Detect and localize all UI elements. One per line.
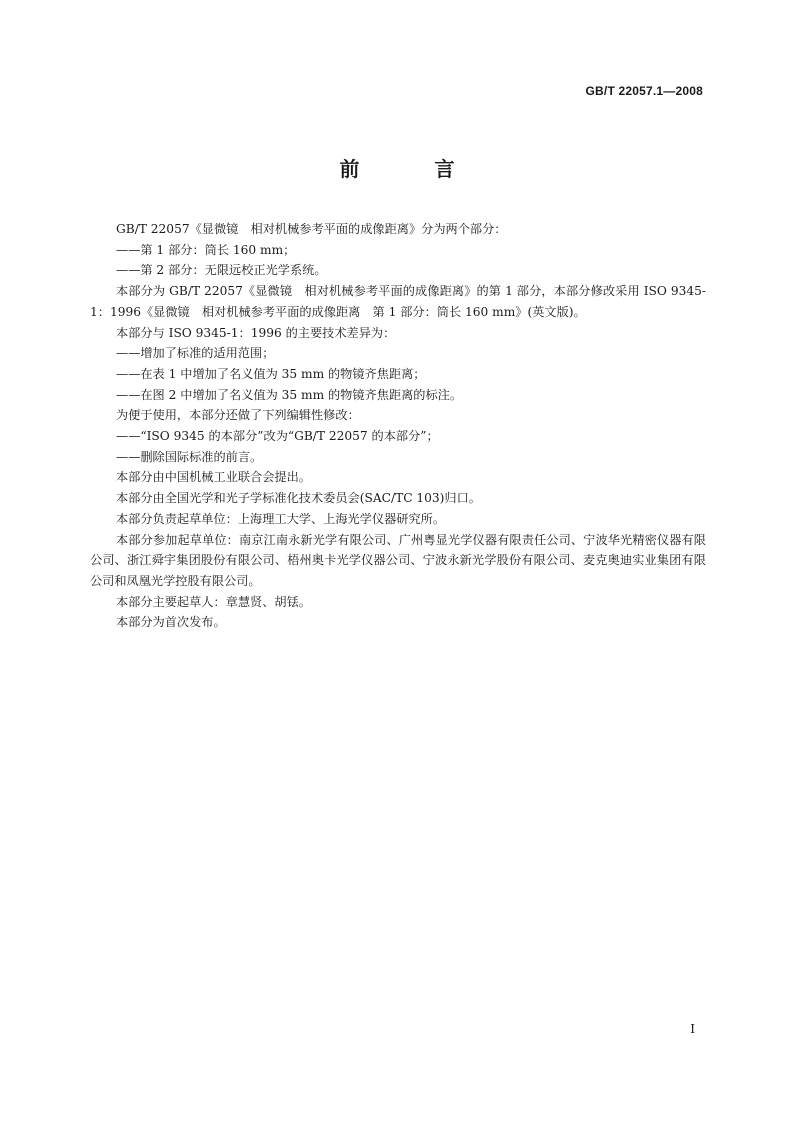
- list-item: ——在表 1 中增加了名义值为 35 mm 的物镜齐焦距离；: [116, 366, 426, 381]
- list-item: ——第 1 部分：筒长 160 mm；: [116, 242, 296, 257]
- paragraph: 本部分负责起草单位：上海理工大学、上海光学仪器研究所。: [116, 511, 446, 526]
- list-item: ——“ISO 9345 的本部分”改为“GB/T 22057 的本部分”；: [116, 429, 439, 444]
- list-item: ——第 2 部分：无限远校正光学系统。: [116, 263, 327, 278]
- paragraph: 本部分参加起草单位：南京江南永新光学有限公司、广州粤显光学仪器有限责任公司、宁波华光精密仪器有限公司、浙江舜宇集团股份有限公司、梧州奥卡光学仪器公司、宁波永新光学股份有限公司、麦克奥迪实业集团有限公司和凤凰光学控股有限公司。: [90, 532, 706, 588]
- paragraph: 本部分主要起草人：章慧贤、胡铥。: [116, 594, 311, 609]
- list-item: ——删除国际标准的前言。: [116, 449, 263, 464]
- paragraph: 为便于使用，本部分还做了下列编辑性修改：: [116, 408, 360, 423]
- list-item: ——增加了标准的适用范围；: [116, 346, 275, 361]
- paragraph: 本部分为 GB/T 22057《显微镜 相对机械参考平面的成像距离》的第 1 部分，本部分修改采用 ISO 9345-1：1996《显微镜 相对机械参考平面的成像距离 第 1 部分：筒长 160 mm》(英文版)。: [90, 284, 706, 319]
- page-number: I: [690, 1022, 695, 1036]
- preface-body: [90, 219, 706, 633]
- paragraph: 本部分为首次发布。: [116, 615, 226, 630]
- paragraph: 本部分由中国机械工业联合会提出。: [116, 470, 311, 485]
- list-item: ——在图 2 中增加了名义值为 35 mm 的物镜齐焦距离的标注。: [116, 387, 463, 402]
- document-code: GB/T 22057.1—2008: [585, 84, 703, 98]
- paragraph: 本部分由全国光学和光子学标准化技术委员会(SAC/TC 103)归口。: [116, 491, 481, 506]
- paragraph: GB/T 22057《显微镜 相对机械参考平面的成像距离》分为两个部分：: [116, 222, 507, 236]
- paragraph: 本部分与 ISO 9345-1：1996 的主要技术差异为：: [116, 325, 396, 340]
- page-title: 前 言: [339, 157, 489, 181]
